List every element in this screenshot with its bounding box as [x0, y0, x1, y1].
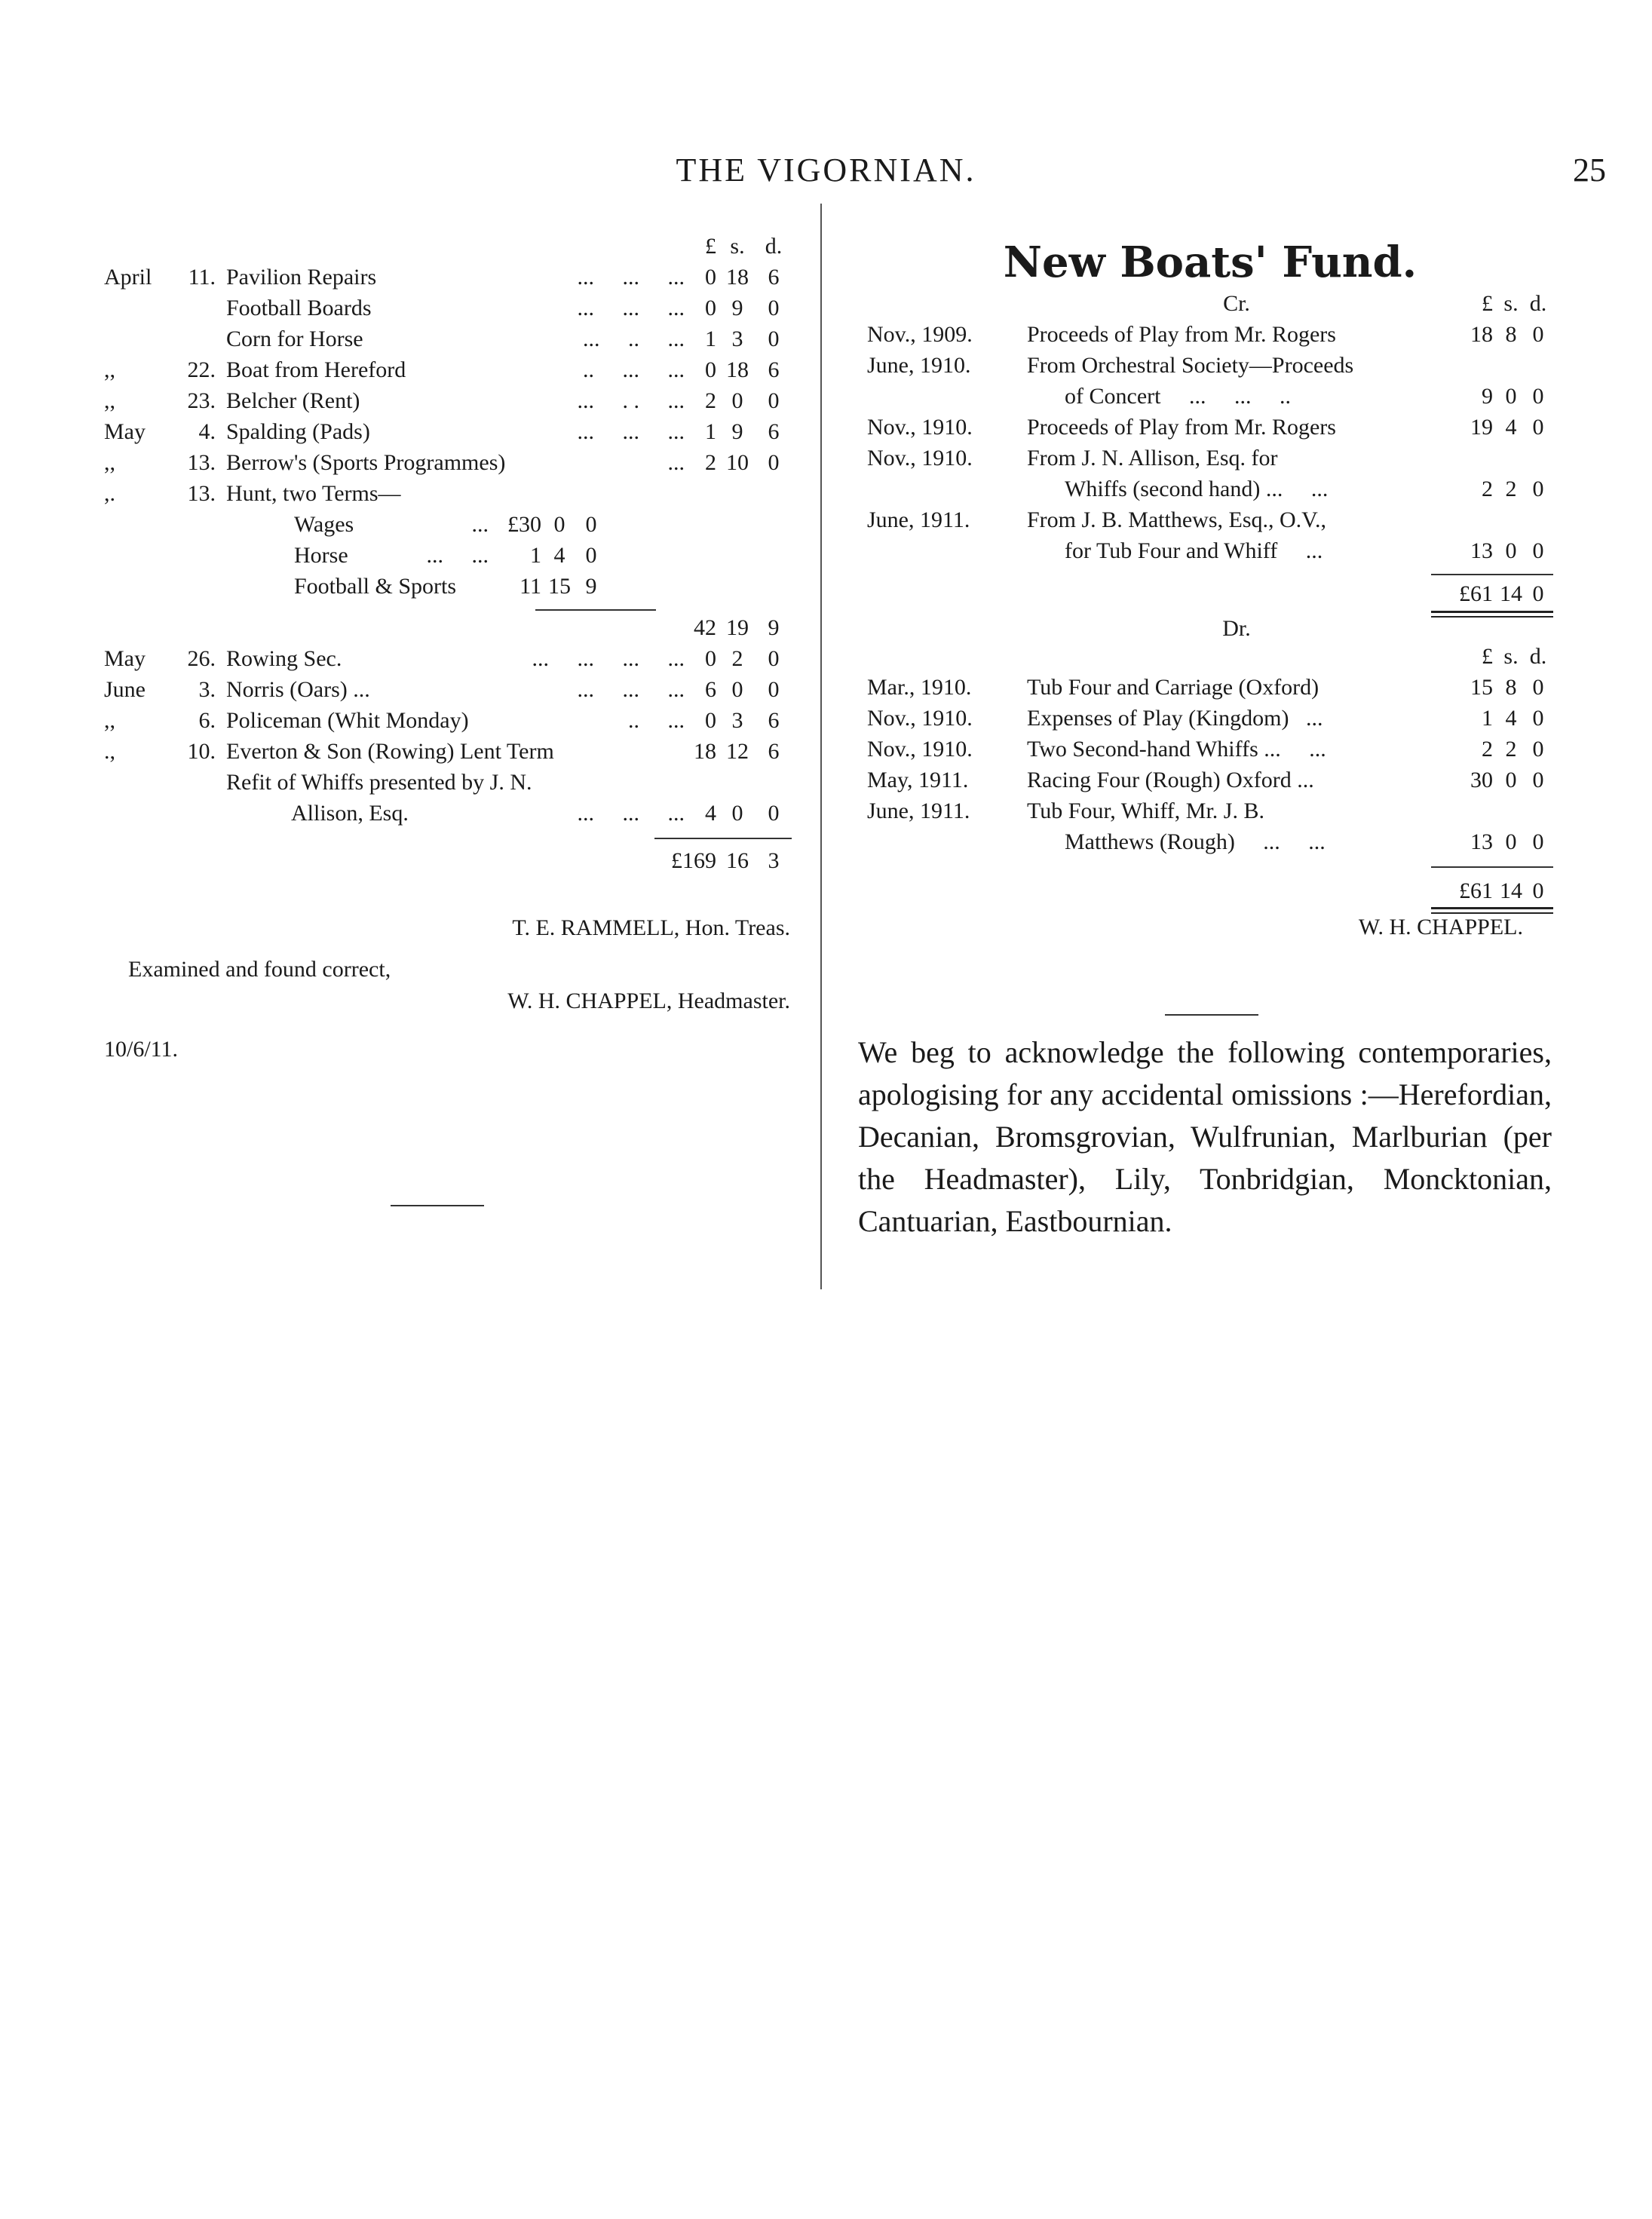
- entry-text: From Orchestral Society—Proceeds: [1027, 353, 1354, 378]
- amount-pounds: 42: [694, 615, 716, 640]
- examined-note: Examined and found correct,: [128, 957, 391, 982]
- entry-day: 4.: [198, 419, 216, 444]
- amount-pence: 0: [768, 801, 780, 826]
- grand-total-shillings: 16: [726, 848, 749, 873]
- fund-row: [867, 477, 1553, 507]
- entry-month: April: [104, 265, 152, 290]
- debit-label: Dr.: [1222, 616, 1251, 641]
- entry-day: 13.: [187, 481, 216, 506]
- entry-item: Hunt, two Terms—: [226, 481, 401, 506]
- amount-pence: 9: [768, 615, 780, 640]
- amount-pence: 0: [1532, 415, 1544, 440]
- amount-shillings: 9: [731, 296, 743, 320]
- currency-header: [104, 234, 790, 265]
- amount-pence: 6: [768, 419, 780, 444]
- amount-shillings: 0: [1505, 384, 1517, 409]
- amount-pence: 0: [1532, 768, 1544, 792]
- fund-row: [867, 384, 1553, 415]
- entry-item: Everton & Son (Rowing) Lent Term: [226, 739, 554, 764]
- entry-item: Pavilion Repairs: [226, 265, 377, 290]
- amount-pence: 6: [768, 739, 780, 764]
- entry-month: .,: [104, 739, 115, 764]
- ledger-row: [104, 677, 790, 708]
- amount-pounds: 2: [1482, 737, 1493, 762]
- credit-total-rule: [1431, 574, 1553, 575]
- amount-shillings: 0: [1505, 768, 1517, 792]
- ledger-row: [104, 708, 790, 739]
- amount-pence: 0: [768, 326, 780, 351]
- entry-text: Tub Four, Whiff, Mr. J. B.: [1027, 798, 1264, 823]
- entry-text: Two Second-hand Whiffs ... ...: [1027, 737, 1326, 762]
- entry-text: Racing Four (Rough) Oxford ...: [1027, 768, 1314, 792]
- amount-shillings: 4: [1505, 706, 1517, 731]
- page-number: 25: [1573, 152, 1606, 188]
- left-entries-continued: [104, 646, 790, 832]
- credit-label: Cr.: [1223, 291, 1250, 316]
- entry-text: From J. N. Allison, Esq. for: [1027, 446, 1278, 470]
- entry-leaders: .. ...: [628, 708, 685, 733]
- credit-entries: [867, 322, 1553, 569]
- ledger-row: [104, 419, 790, 450]
- ledger-row: [104, 739, 790, 770]
- entry-date: May, 1911.: [867, 768, 969, 792]
- amount-pounds: 18: [1470, 322, 1493, 347]
- amount-shillings: 3: [731, 326, 743, 351]
- entry-month: ,,: [104, 388, 115, 413]
- pounds-header: £: [705, 234, 716, 259]
- entry-month: ,.: [104, 481, 115, 506]
- entry-text: Proceeds of Play from Mr. Rogers: [1027, 322, 1336, 347]
- amount-pounds: 1: [705, 326, 716, 351]
- ledger-row: [104, 265, 790, 296]
- subentry-pence: 0: [585, 543, 597, 568]
- entry-date: Nov., 1910.: [867, 446, 973, 470]
- entry-date: Nov., 1910.: [867, 415, 973, 440]
- subentry-pounds: 1: [530, 543, 541, 568]
- entry-leaders: ... ... ...: [577, 419, 685, 444]
- entry-leaders: ... ... ... ...: [532, 646, 685, 671]
- entry-item: Norris (Oars) ...: [226, 677, 370, 702]
- column-divider: [820, 204, 822, 1289]
- amount-shillings: 8: [1505, 675, 1517, 700]
- amount-pence: 6: [768, 357, 780, 382]
- subentry-pounds: £30: [507, 512, 541, 537]
- amount-shillings: 4: [1505, 415, 1517, 440]
- entry-day: 6.: [198, 708, 216, 733]
- debit-total-shillings: 14: [1500, 878, 1522, 903]
- debit-entries: [867, 675, 1553, 860]
- amount-pounds: 0: [705, 296, 716, 320]
- ledger-row: [104, 388, 790, 419]
- amount-pence: 6: [768, 265, 780, 290]
- ledger-row: [104, 646, 790, 677]
- amount-pence: 0: [1532, 675, 1544, 700]
- entry-month: ,,: [104, 357, 115, 382]
- pounds-header: £: [1482, 644, 1493, 669]
- ledger-row: [104, 770, 790, 801]
- hunt-subtotal-rule: [535, 609, 656, 611]
- amount-shillings: 0: [731, 388, 743, 413]
- debit-header: [867, 613, 1553, 644]
- grand-total-rule: [654, 838, 792, 839]
- entry-month: May: [104, 646, 146, 671]
- amount-shillings: 10: [726, 450, 749, 475]
- subentry-label: Football & Sports: [294, 574, 457, 599]
- amount-pence: 0: [1532, 322, 1544, 347]
- entry-item: Boat from Hereford: [226, 357, 406, 382]
- debit-total-rule: [1431, 866, 1553, 868]
- amount-pounds: 2: [705, 450, 716, 475]
- amount-shillings: 18: [726, 357, 749, 382]
- running-head-title: THE VIGORNIAN.: [676, 152, 976, 188]
- subentry-pence: 9: [585, 574, 597, 599]
- entry-day: 22.: [187, 357, 216, 382]
- amount-shillings: 0: [1505, 538, 1517, 563]
- fund-row: [867, 798, 1553, 829]
- amount-shillings: 3: [731, 708, 743, 733]
- amount-pounds: 13: [1470, 538, 1493, 563]
- entry-day: 26.: [187, 646, 216, 671]
- entry-day: 23.: [187, 388, 216, 413]
- accounts-left-column: [104, 234, 790, 1062]
- amount-pounds: 2: [1482, 477, 1493, 501]
- headmaster-signature: W. H. CHAPPEL, Headmaster.: [507, 988, 790, 1013]
- entry-leaders: ... ... ...: [577, 296, 685, 320]
- entry-item: Rowing Sec.: [226, 646, 342, 671]
- entry-leaders: ... ... ...: [577, 677, 685, 702]
- entry-item: Corn for Horse: [226, 326, 363, 351]
- fund-row: [867, 322, 1553, 353]
- entry-month: ,,: [104, 450, 115, 475]
- amount-pence: 0: [768, 646, 780, 671]
- hunt-total-row: [104, 615, 790, 646]
- entry-month: May: [104, 419, 146, 444]
- amount-shillings: 0: [731, 801, 743, 826]
- subentry-leaders: ... ...: [426, 543, 489, 568]
- entry-text: From J. B. Matthews, Esq., O.V.,: [1027, 507, 1326, 532]
- entry-item: Allison, Esq.: [291, 801, 409, 826]
- ledger-row: [104, 326, 790, 357]
- amount-shillings: 19: [726, 615, 749, 640]
- subentry-label: Horse: [294, 543, 348, 568]
- hunt-subentry-row: [104, 574, 790, 605]
- entry-date: Nov., 1910.: [867, 706, 973, 731]
- amount-pence: 6: [768, 708, 780, 733]
- subentry-leaders: ...: [471, 512, 489, 537]
- left-entries: [104, 265, 790, 512]
- subentry-label: Wages: [294, 512, 354, 537]
- section-rule: [1165, 1014, 1258, 1016]
- entry-day: 13.: [187, 450, 216, 475]
- amount-shillings: 0: [731, 677, 743, 702]
- fund-row: [867, 415, 1553, 446]
- amount-pounds: 4: [705, 801, 716, 826]
- debit-currency-header: [867, 644, 1553, 675]
- pence-header: d.: [765, 234, 783, 259]
- fund-row: [867, 538, 1553, 569]
- hunt-subentry-row: [104, 543, 790, 574]
- new-boats-fund-column: [867, 234, 1553, 946]
- amount-shillings: 2: [1505, 737, 1517, 762]
- amount-pence: 0: [1532, 706, 1544, 731]
- signed-date: 10/6/11.: [104, 1037, 179, 1062]
- amount-pounds: 15: [1470, 675, 1493, 700]
- fund-title: New Boats' Fund.: [1003, 238, 1418, 287]
- treasurer-signature: T. E. RAMMELL, Hon. Treas.: [512, 915, 790, 940]
- subentry-shillings: 0: [553, 512, 565, 537]
- entry-text: of Concert ... ... ..: [1065, 384, 1291, 409]
- amount-pounds: 0: [705, 357, 716, 382]
- credit-total-pounds: £61: [1459, 581, 1493, 606]
- fund-row: [867, 706, 1553, 737]
- amount-pounds: 19: [1470, 415, 1493, 440]
- amount-pounds: 0: [705, 646, 716, 671]
- amount-pounds: 2: [705, 388, 716, 413]
- entry-day: 3.: [198, 677, 216, 702]
- amount-pounds: 1: [705, 419, 716, 444]
- entry-item: Policeman (Whit Monday): [226, 708, 469, 733]
- entry-date: June, 1911.: [867, 798, 970, 823]
- fund-row: [867, 353, 1553, 384]
- entry-item: Refit of Whiffs presented by J. N.: [226, 770, 532, 795]
- entry-item: Belcher (Rent): [226, 388, 360, 413]
- pence-header: d.: [1529, 291, 1547, 316]
- credit-total-row: [867, 580, 1553, 613]
- subentry-shillings: 4: [553, 543, 565, 568]
- pence-header: d.: [1529, 644, 1547, 669]
- fund-row: [867, 446, 1553, 477]
- fund-row: [867, 829, 1553, 860]
- fund-row: [867, 507, 1553, 538]
- fund-row: [867, 737, 1553, 768]
- entry-leaders: ... .. ...: [583, 326, 685, 351]
- entry-item: Spalding (Pads): [226, 419, 370, 444]
- amount-shillings: 2: [731, 646, 743, 671]
- entry-leaders: .. ... ...: [583, 357, 685, 382]
- entry-day: 10.: [187, 739, 216, 764]
- amount-pounds: 1: [1482, 706, 1493, 731]
- amount-pounds: 18: [694, 739, 716, 764]
- fund-row: [867, 675, 1553, 706]
- credit-header: [867, 291, 1553, 322]
- credit-total-shillings: 14: [1500, 581, 1522, 606]
- subentry-shillings: 15: [548, 574, 571, 599]
- ledger-row: [104, 450, 790, 481]
- entry-item: Football Boards: [226, 296, 372, 320]
- amount-shillings: 2: [1505, 477, 1517, 501]
- credit-total-pence: 0: [1532, 581, 1544, 606]
- ledger-row: [104, 357, 790, 388]
- contemporaries-paragraph: We beg to acknowledge the following contemporaries, apologising for any accidental omissions :—Herefordian, Decanian, Bromsgrovian, Wulfrunian, Marlburian (per the Headmaster), Lily, Tonbridgian, Moncktonian, Cantuarian, Eastbournian.: [858, 1035, 1552, 1238]
- pounds-header: £: [1482, 291, 1493, 316]
- grand-total-pounds: £169: [671, 848, 716, 873]
- ledger-row: [104, 481, 790, 512]
- entry-text: Matthews (Rough) ... ...: [1065, 829, 1326, 854]
- amount-pence: 0: [1532, 538, 1544, 563]
- amount-pence: 0: [1532, 737, 1544, 762]
- entry-month: ,,: [104, 708, 115, 733]
- entry-date: June, 1910.: [867, 353, 971, 378]
- amount-pence: 0: [1532, 829, 1544, 854]
- shillings-header: s.: [730, 234, 745, 259]
- fund-signature: W. H. CHAPPEL.: [1358, 915, 1523, 939]
- entry-leaders: ...: [667, 450, 685, 475]
- amount-pence: 0: [768, 450, 780, 475]
- debit-total-row: [867, 875, 1553, 909]
- amount-pounds: 13: [1470, 829, 1493, 854]
- amount-pence: 0: [1532, 477, 1544, 501]
- amount-shillings: 8: [1505, 322, 1517, 347]
- entry-item: Berrow's (Sports Programmes): [226, 450, 506, 475]
- grand-total-row: [104, 844, 790, 881]
- amount-pence: 0: [768, 677, 780, 702]
- entry-text: Proceeds of Play from Mr. Rogers: [1027, 415, 1336, 440]
- amount-pounds: 9: [1482, 384, 1493, 409]
- amount-pounds: 0: [705, 265, 716, 290]
- amount-pounds: 0: [705, 708, 716, 733]
- subentry-pounds: 11: [520, 574, 541, 599]
- shillings-header: s.: [1503, 644, 1519, 669]
- fund-row: [867, 768, 1553, 798]
- entry-date: Mar., 1910.: [867, 675, 972, 700]
- entry-text: for Tub Four and Whiff ...: [1065, 538, 1323, 563]
- entry-date: Nov., 1909.: [867, 322, 973, 347]
- ledger-row: [104, 801, 790, 832]
- amount-shillings: 12: [726, 739, 749, 764]
- amount-pounds: 30: [1470, 768, 1493, 792]
- entry-date: June, 1911.: [867, 507, 970, 532]
- entry-text: Tub Four and Carriage (Oxford): [1027, 675, 1319, 700]
- shillings-header: s.: [1503, 291, 1519, 316]
- section-rule: [391, 1205, 484, 1206]
- entry-leaders: ... ... ...: [577, 801, 685, 826]
- entry-date: Nov., 1910.: [867, 737, 973, 762]
- amount-pence: 0: [1532, 384, 1544, 409]
- grand-total-pence: 3: [768, 848, 780, 873]
- amount-pence: 0: [768, 388, 780, 413]
- debit-total-pounds: £61: [1459, 878, 1493, 903]
- amount-shillings: 0: [1505, 829, 1517, 854]
- amount-pounds: 6: [705, 677, 716, 702]
- hunt-subentry-row: [104, 512, 790, 543]
- entry-text: Whiffs (second hand) ... ...: [1065, 477, 1329, 501]
- debit-total-pence: 0: [1532, 878, 1544, 903]
- ledger-row: [104, 296, 790, 326]
- amount-shillings: 18: [726, 265, 749, 290]
- entry-day: 11.: [188, 265, 216, 290]
- entry-leaders: ... ... ...: [577, 265, 685, 290]
- entry-text: Expenses of Play (Kingdom) ...: [1027, 706, 1323, 731]
- entry-leaders: ... . . ...: [577, 388, 685, 413]
- subentry-pence: 0: [585, 512, 597, 537]
- entry-month: June: [104, 677, 146, 702]
- amount-shillings: 9: [731, 419, 743, 444]
- amount-pence: 0: [768, 296, 780, 320]
- hunt-subentries: [104, 512, 790, 605]
